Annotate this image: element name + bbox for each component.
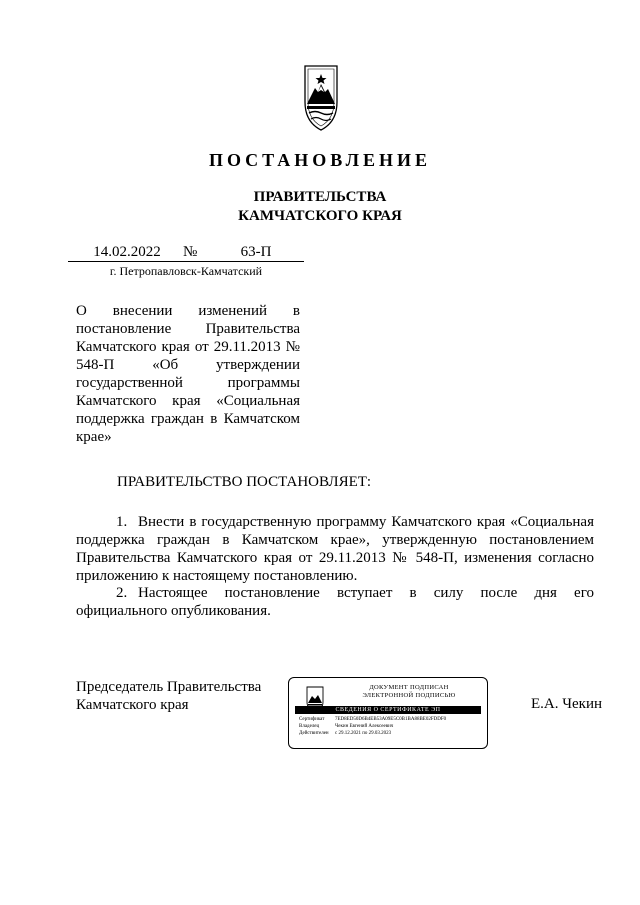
- signer-position-line-1: Председатель Правительства: [76, 679, 262, 695]
- signer-position: [76, 678, 261, 714]
- stamp-row-key: Сертификат: [299, 717, 325, 722]
- signer-position-line-2: Камчатского края: [76, 697, 189, 713]
- decree-statement: ПРАВИТЕЛЬСТВО ПОСТАНОВЛЯЕТ:: [117, 474, 372, 490]
- paragraph-2: [76, 584, 594, 620]
- stamp-row-key: Владелец: [299, 724, 320, 729]
- stamp-row-value: с 29.12.2021 по 29.03.2023: [335, 731, 392, 736]
- date-number-underline: [68, 261, 304, 262]
- stamp-row-validity: [299, 731, 391, 737]
- issuer: [0, 188, 640, 226]
- number-sign: №: [183, 244, 198, 260]
- stamp-row-owner: [299, 724, 393, 730]
- stamp-row-key: Действителен: [299, 731, 329, 736]
- paragraph-text: Внести в государственную программу Камчатского края «Социальная поддержка граждан в Камчатском крае», утвержденную постановлением Правительства Камчатского края от 29.11.2013 № 548-П, изменения согласно приложению к настоящему постановлению.: [76, 514, 594, 584]
- stamp-header: [339, 684, 479, 700]
- electronic-signature-stamp: [288, 677, 488, 749]
- document-number: 63-П: [240, 244, 272, 260]
- issuer-line-2: КАМЧАТСКОГО КРАЯ: [238, 208, 402, 224]
- stamp-row-value: Чекин Евгений Алексеевич: [335, 724, 394, 729]
- stamp-row-value: 7ED8ED50D6B4EB53A09E5C0B1BA88BE02FDDF0: [335, 717, 447, 722]
- document-date: 14.02.2022: [93, 244, 161, 260]
- paragraph-number: 1.: [116, 514, 128, 530]
- stamp-header-line-2: ЭЛЕКТРОННОЙ ПОДПИСЬЮ: [362, 692, 456, 699]
- document-title: ПОСТАНОВЛЕНИЕ: [208, 150, 432, 170]
- paragraph-text: Настоящее постановление вступает в силу после дня его официального опубликования.: [76, 585, 594, 619]
- stamp-header-line-1: ДОКУМЕНТ ПОДПИСАН: [369, 684, 449, 691]
- document-city: г. Петропавловск-Камчатский: [109, 264, 263, 278]
- issuer-line-1: ПРАВИТЕЛЬСТВА: [253, 189, 387, 205]
- paragraph-number: 2.: [116, 585, 128, 601]
- kamchatka-coat-of-arms-icon: [299, 62, 343, 134]
- stamp-row-certificate: [299, 717, 446, 723]
- paragraph-1: [76, 513, 594, 585]
- stamp-certificate-bar: СВЕДЕНИЯ О СЕРТИФИКАТЕ ЭП: [295, 706, 481, 714]
- document-subject: О внесении изменений в постановление Правительства Камчатского края от 29.11.2013 № 548-П «Об утверждении государственной программы Камчатского края «Социальная поддержка граждан в Камчатском крае»: [76, 303, 300, 445]
- signer-name: Е.А. Чекин: [531, 696, 602, 712]
